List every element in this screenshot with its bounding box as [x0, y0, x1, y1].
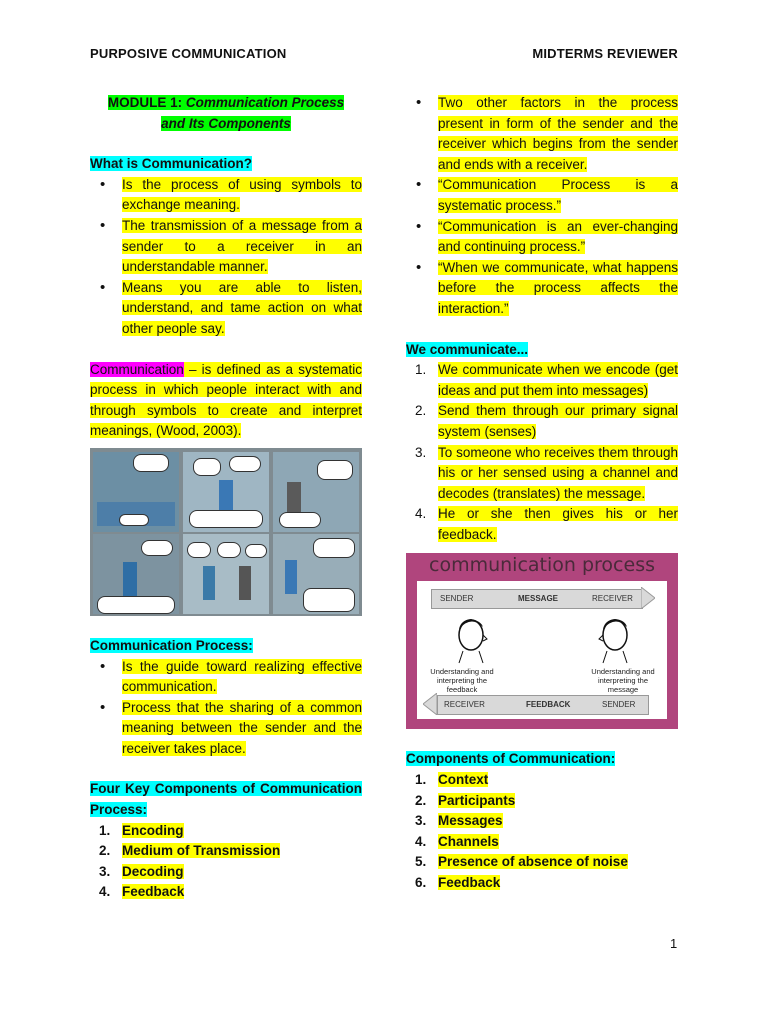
- comic-panel: [183, 452, 269, 532]
- list-item: 5. Presence of absence of noise: [415, 854, 628, 870]
- list-item: 3. Messages: [415, 813, 503, 829]
- right-column: [406, 93, 678, 894]
- list-item: 4. He or she then gives his or her feedback.: [415, 506, 678, 542]
- header-right: MIDTERMS REVIEWER: [532, 46, 678, 61]
- list-item: 4. Channels: [415, 833, 499, 849]
- we-communicate-list: [406, 360, 678, 545]
- process-heading: Communication Process:: [90, 637, 253, 653]
- what-heading: What is Communication?: [90, 156, 252, 172]
- list-item: 2. Medium of Transmission: [99, 843, 281, 859]
- what-bullets: [90, 175, 362, 340]
- arrow-right-icon: [641, 587, 655, 609]
- we-communicate-heading: We communicate...: [406, 341, 529, 357]
- list-item: 3. To someone who receives them through his or her sensed using a channel and decodes (translates) the message.: [415, 444, 678, 501]
- list-item: 1. Encoding: [99, 822, 184, 838]
- list-item: 1. Context: [415, 772, 489, 788]
- comic-panel: [273, 452, 359, 532]
- list-item: 6. Feedback: [415, 875, 501, 891]
- list-item: • The transmission of a message from a sender to a receiver in an understandable manner.: [90, 216, 362, 278]
- list-item: • “Communication Process is a systematic process.”: [406, 175, 678, 216]
- comic-panel: [183, 534, 269, 614]
- definition-term: Communication: [90, 361, 184, 377]
- communication-process-diagram: [406, 553, 678, 729]
- comic-panel: [273, 534, 359, 614]
- list-item: • “When we communicate, what happens before the process affects the interaction.”: [406, 258, 678, 320]
- diagram-panel: [417, 581, 667, 719]
- caption-right: Understanding and interpreting the message: [591, 667, 655, 695]
- process-bullets: [90, 657, 362, 760]
- module-title-prefix: MODULE 1:: [107, 95, 186, 110]
- module-title-line2: and Its Components: [161, 115, 291, 131]
- comic-panel: [93, 534, 179, 614]
- comic-panel: [93, 452, 179, 532]
- header-left: PURPOSIVE COMMUNICATION: [90, 46, 287, 61]
- list-item: 2. Participants: [415, 792, 516, 808]
- module-title: [90, 93, 362, 134]
- arrow-left-icon: [423, 693, 437, 715]
- list-item: • Means you are able to listen, understand, and tame action on what other people say.: [90, 278, 362, 340]
- diagram-title: communication process: [429, 554, 655, 577]
- list-item: 3. Decoding: [99, 863, 184, 879]
- list-item: 2. Send them through our primary signal system (senses): [415, 403, 678, 439]
- list-item: • Is the process of using symbols to exchange meaning.: [90, 175, 362, 216]
- definition: [90, 360, 362, 442]
- left-column: [90, 93, 362, 903]
- message-arrow: SENDER MESSAGE RECEIVER: [431, 589, 643, 609]
- sender-face-icon: [453, 615, 493, 665]
- comic-strip-image: [90, 448, 362, 616]
- feedback-arrow: RECEIVER FEEDBACK SENDER: [437, 695, 649, 715]
- module-title-italic: Communication Process: [185, 95, 345, 110]
- components-heading: Components of Communication:: [406, 751, 616, 767]
- receiver-face-icon: [595, 615, 635, 665]
- list-item: 4. Feedback: [99, 884, 185, 900]
- four-heading: Four Key Components of Communication Process:: [90, 781, 362, 818]
- components-list: [406, 770, 678, 894]
- definition-text: – is defined as a systematic process in which people interact with and through symbols to create and interpret meanings, (Wood, 2003).: [90, 361, 362, 439]
- list-item: • Process that the sharing of a common meaning between the sender and the receiver takes place.: [90, 698, 362, 760]
- four-components-list: [90, 821, 362, 903]
- page-number: 1: [670, 936, 678, 951]
- list-item: • Is the guide toward realizing effective communication.: [90, 657, 362, 698]
- list-item: • Two other factors in the process present in form of the sender and the receiver which begins from the sender and ends with a receiver.: [406, 93, 678, 175]
- list-item: 1. We communicate when we encode (get ideas and put them into messages): [415, 362, 678, 398]
- factor-bullets: [406, 93, 678, 320]
- list-item: • “Communication is an ever-changing and continuing process.”: [406, 217, 678, 258]
- caption-left: Understanding and interpreting the feedback: [430, 667, 494, 695]
